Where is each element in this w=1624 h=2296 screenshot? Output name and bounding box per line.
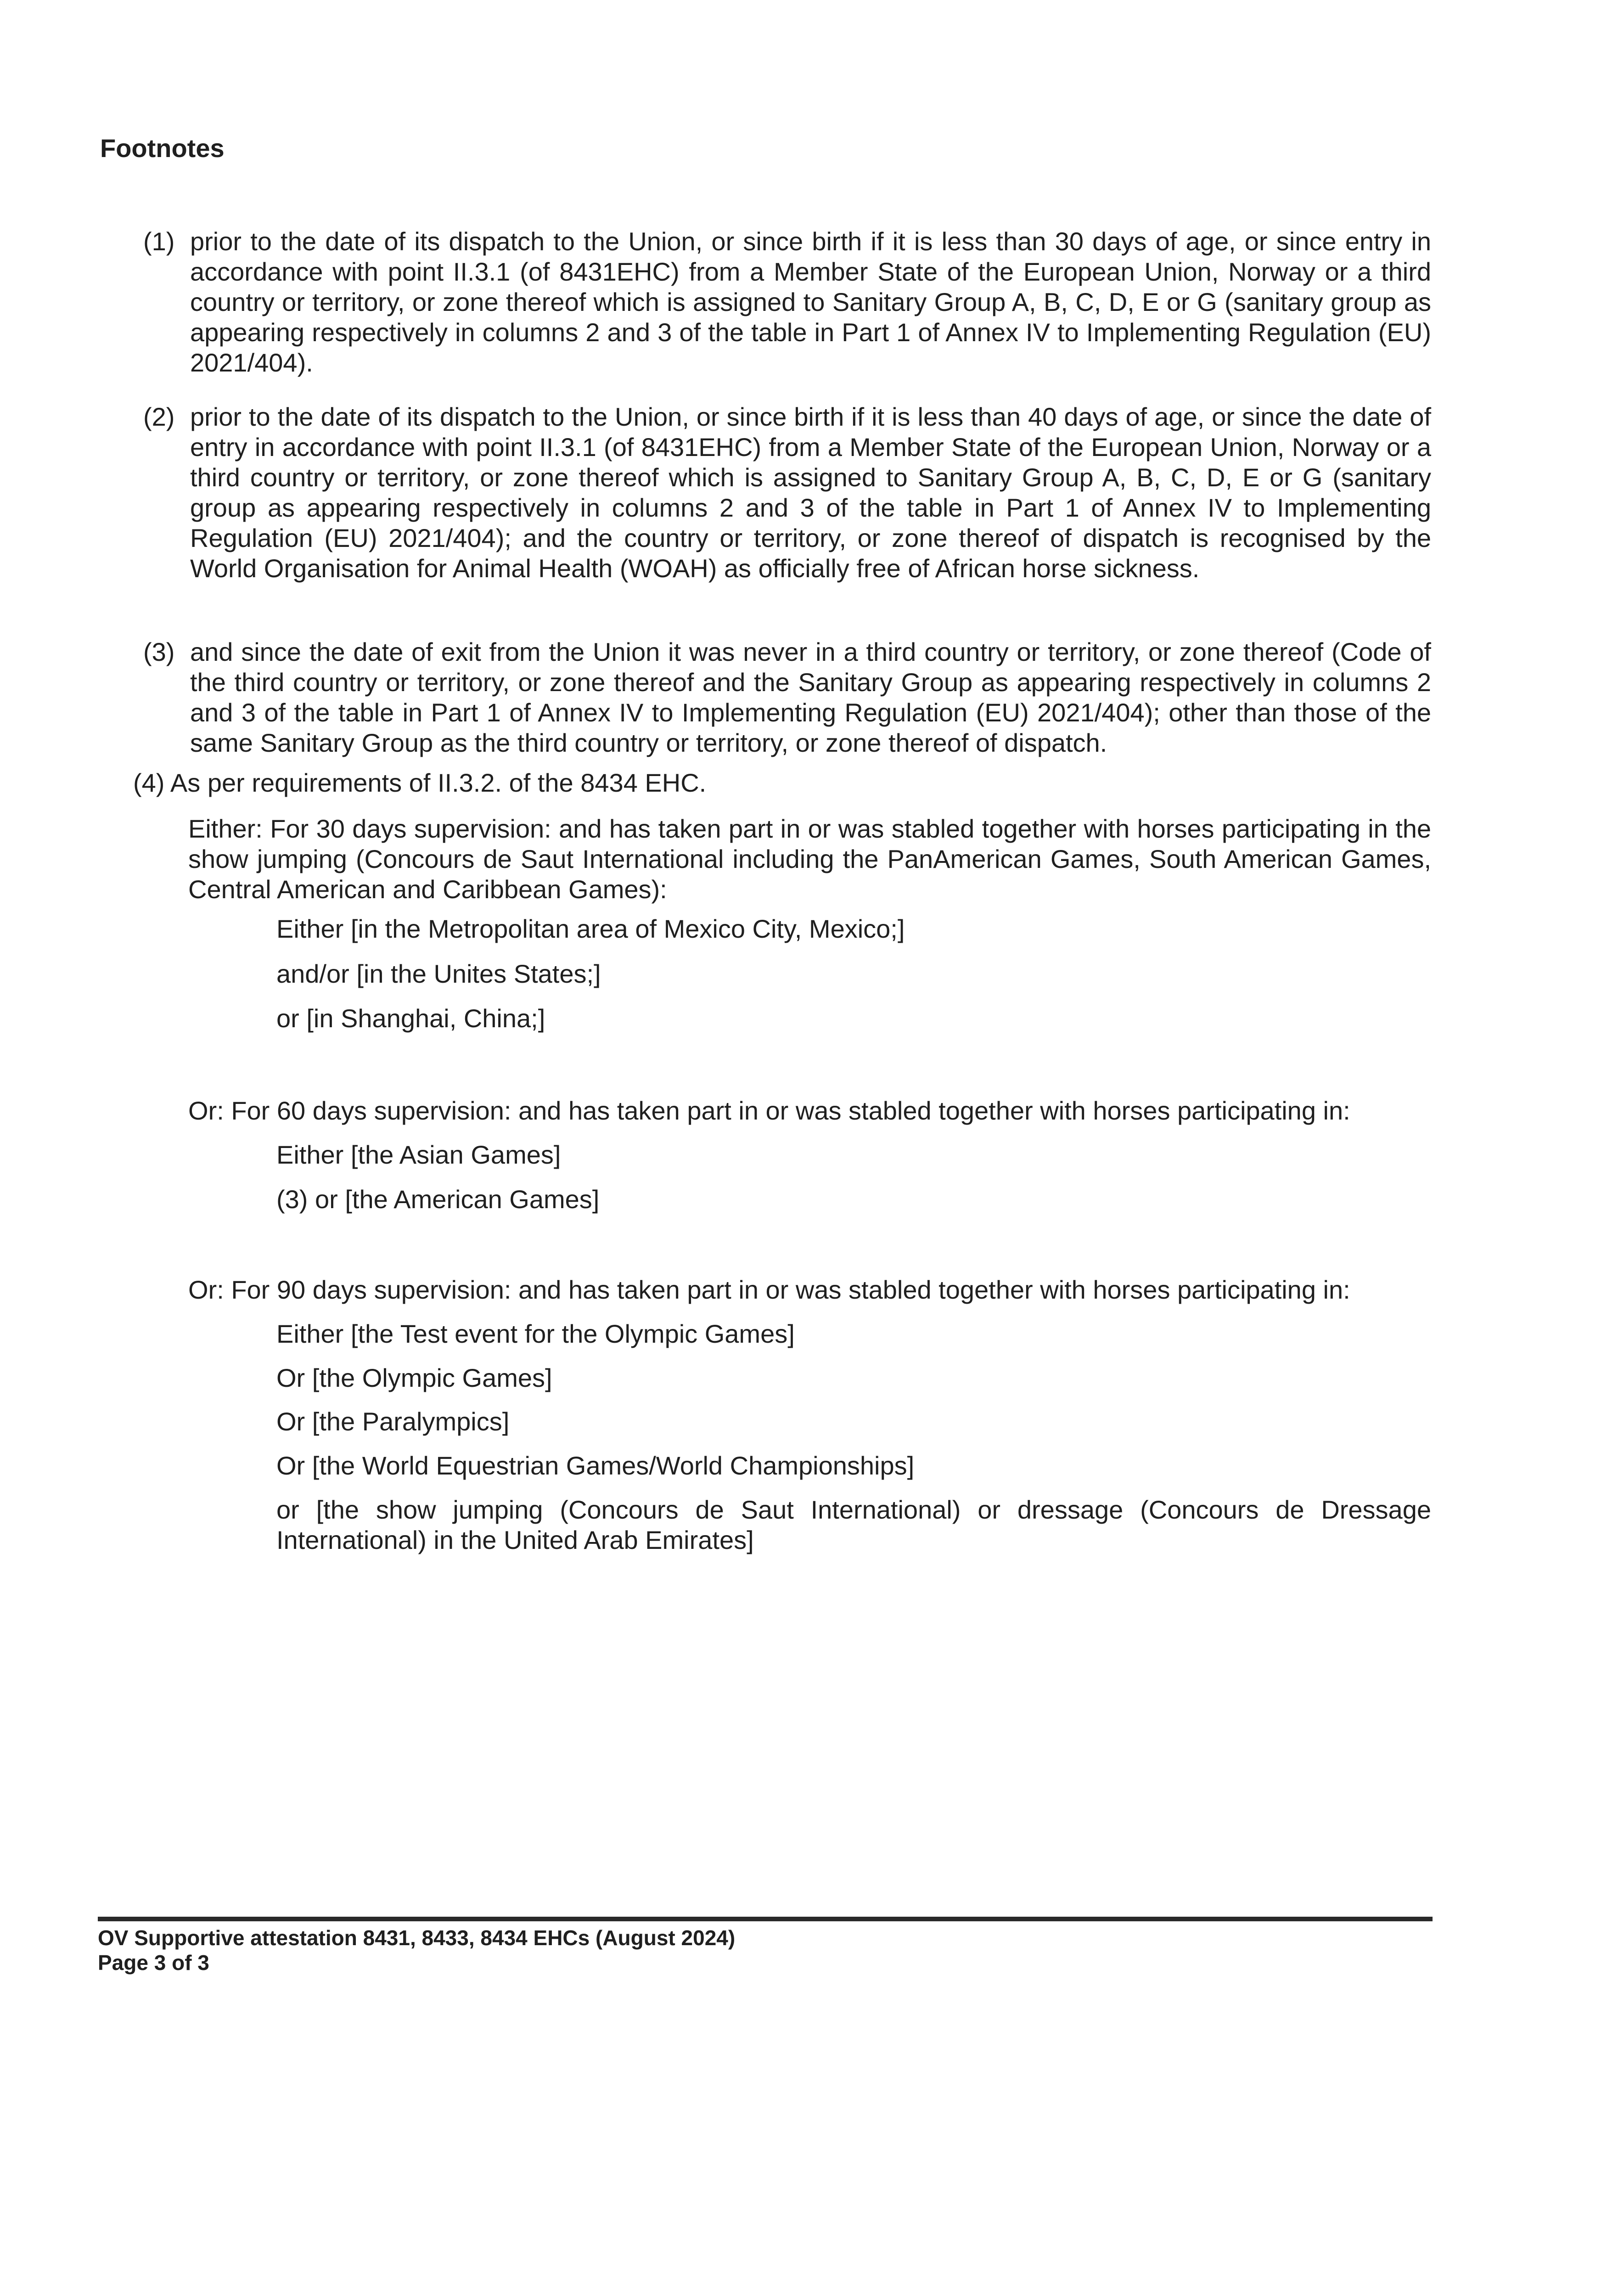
footnote-number: (2) <box>143 402 175 431</box>
footer-divider <box>98 1917 1433 1921</box>
either-30-days: Either: For 30 days supervision: and has taken part in or was stabled together with horses participating in the show jumping (Concours de Saut International including the PanAmerican Games, South American Games, Central American and Caribbean Games): <box>188 814 1431 904</box>
or-60-days: Or: For 60 days supervision: and has taken part in or was stabled together with horses participating in: <box>188 1096 1350 1125</box>
footnote-text: prior to the date of its dispatch to the Union, or since birth if it is less than 40 days of age, or since the date of entry in accordance with point II.3.1 (of 8431EHC) from a Member State of the European Union, Norway or a third country or territory, or zone thereof which is assigned to Sanitary Group A, B, C, D, E or G (sanitary group as appearing respectively in columns 2 and 3 of the table in Part 1 of Annex IV to Implementing Regulation (EU) 2021/404); and the country or territory, or zone thereof of dispatch is recognised by the World Organisation for Animal Health (WOAH) as officially free of African horse sickness. <box>190 402 1431 583</box>
footnote-1 <box>143 226 1431 378</box>
page-title: Footnotes <box>100 134 225 163</box>
option-90-days: Either [the Test event for the Olympic Games] <box>276 1319 795 1348</box>
option-30-days: Either [in the Metropolitan area of Mexico City, Mexico;] <box>276 914 905 943</box>
or-90-days: Or: For 90 days supervision: and has taken part in or was stabled together with horses participating in: <box>188 1275 1350 1304</box>
option-60-days: (3) or [the American Games] <box>276 1185 600 1214</box>
footer-document-title: OV Supportive attestation 8431, 8433, 8434 EHCs (August 2024) <box>98 1926 736 1950</box>
option-90-days: or [the show jumping (Concours de Saut International) or dressage (Concours de Dressage International) in the United Arab Emirates] <box>276 1495 1431 1554</box>
footnote-2 <box>143 402 1431 584</box>
footnote-3 <box>143 637 1431 758</box>
option-90-days: Or [the World Equestrian Games/World Championships] <box>276 1451 915 1480</box>
footnote-4-heading: (4) As per requirements of II.3.2. of the 8434 EHC. <box>133 768 707 797</box>
option-90-days: Or [the Paralympics] <box>276 1407 510 1436</box>
option-30-days: and/or [in the Unites States;] <box>276 959 601 988</box>
option-90-days: Or [the Olympic Games] <box>276 1363 552 1392</box>
footer-page-number: Page 3 of 3 <box>98 1951 209 1975</box>
option-60-days: Either [the Asian Games] <box>276 1140 561 1169</box>
footnote-text: and since the date of exit from the Union it was never in a third country or territory, or zone thereof (Code of the third country or territory, or zone thereof and the Sanitary Group as appearing respectively in columns 2 and 3 of the table in Part 1 of Annex IV to Implementing Regulation (EU) 2021/404); other than those of the same Sanitary Group as the third country or territory, or zone thereof of dispatch. <box>190 637 1431 757</box>
option-30-days: or [in Shanghai, China;] <box>276 1004 545 1033</box>
footnote-number: (1) <box>143 227 175 256</box>
footnote-number: (3) <box>143 637 175 666</box>
footnote-text: prior to the date of its dispatch to the Union, or since birth if it is less than 30 days of age, or since entry in accordance with point II.3.1 (of 8431EHC) from a Member State of the European Union, Norway or a third country or territory, or zone thereof which is assigned to Sanitary Group A, B, C, D, E or G (sanitary group as appearing respectively in columns 2 and 3 of the table in Part 1 of Annex IV to Implementing Regulation (EU) 2021/404). <box>190 227 1431 377</box>
